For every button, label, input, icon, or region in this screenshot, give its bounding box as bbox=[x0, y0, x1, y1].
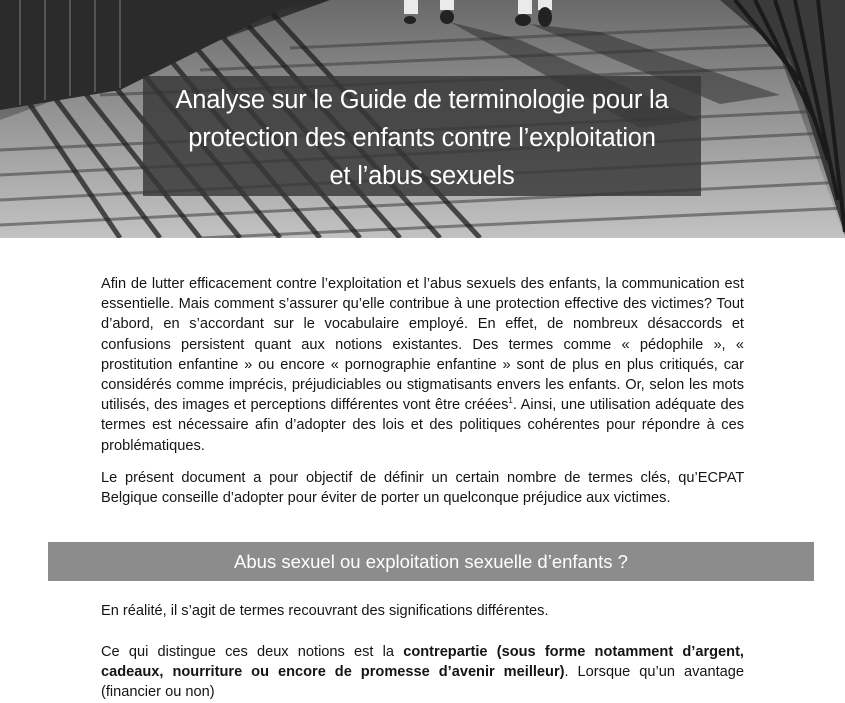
footnote-ref[interactable]: 1 bbox=[508, 396, 513, 406]
section-heading: Abus sexuel ou exploitation sexuelle d’enfants ? bbox=[48, 542, 814, 581]
intro-line: Belgique conseille d’adopter pour éviter de porter un quelconque préjudice aux victimes. bbox=[101, 490, 671, 507]
intro-line: « prostitution enfantine » ou encore « pornographie enfantine » sont de plus en plus critiqués, car bbox=[101, 336, 744, 373]
intro-line: est essentielle. Mais comment s’assurer qu’elle contribue à une protection effective des victimes? bbox=[101, 276, 744, 313]
intro-line: Le présent document a pour objectif de définir un certain nombre de termes clés, qu’ECPAT bbox=[101, 470, 744, 486]
intro-line: utilisés, des images et perceptions différentes vont être créées bbox=[101, 397, 509, 414]
page-title-line-3: et l’abus sexuels bbox=[329, 162, 515, 190]
title-overlay bbox=[143, 76, 701, 196]
intro-paragraph-2 bbox=[101, 468, 744, 508]
page-title-line-2: protection des enfants contre l’exploitation bbox=[188, 124, 656, 152]
intro-line: . Ainsi, une utilisation adéquate bbox=[512, 397, 716, 414]
intro-line: ces problématiques. bbox=[101, 417, 744, 454]
section-paragraph-2 bbox=[101, 642, 744, 703]
emphasis-text: contrepartie (sous forme notamment d’argent, cadeaux, bbox=[101, 644, 744, 681]
intro-line: confusions persistent quant aux notions existantes. Des termes comme « pédophile », bbox=[101, 336, 726, 353]
paragraph-text: Ce qui distingue ces deux notions est la bbox=[101, 644, 404, 660]
paragraph-text: . Lorsque qu’un avantage (financier ou non) bbox=[101, 664, 745, 701]
intro-line: considérés comme imprécis, préjudiciables ou stigmatisants envers les enfants. Or, selon les mots bbox=[101, 377, 744, 394]
intro-line: Tout d’abord, en s’accordant sur le vocabulaire employé. En effet, de nombreux désaccords et bbox=[101, 296, 744, 333]
emphasis-text: nourriture ou encore de promesse d’avenir meilleur) bbox=[172, 664, 565, 681]
page-title-line-1: Analyse sur le Guide de terminologie pour la bbox=[175, 86, 669, 114]
intro-paragraph-1 bbox=[101, 274, 744, 456]
section-paragraph-1: En réalité, il s’agit de termes recouvrant des significations différentes. bbox=[101, 603, 549, 619]
intro-line: des termes est nécessaire afin d’adopter des lois et des politiques cohérentes pour répondre à bbox=[101, 397, 745, 434]
hero-banner bbox=[0, 0, 845, 238]
intro-line: Afin de lutter efficacement contre l’exploitation et l’abus sexuels des enfants, la communication bbox=[101, 276, 720, 292]
